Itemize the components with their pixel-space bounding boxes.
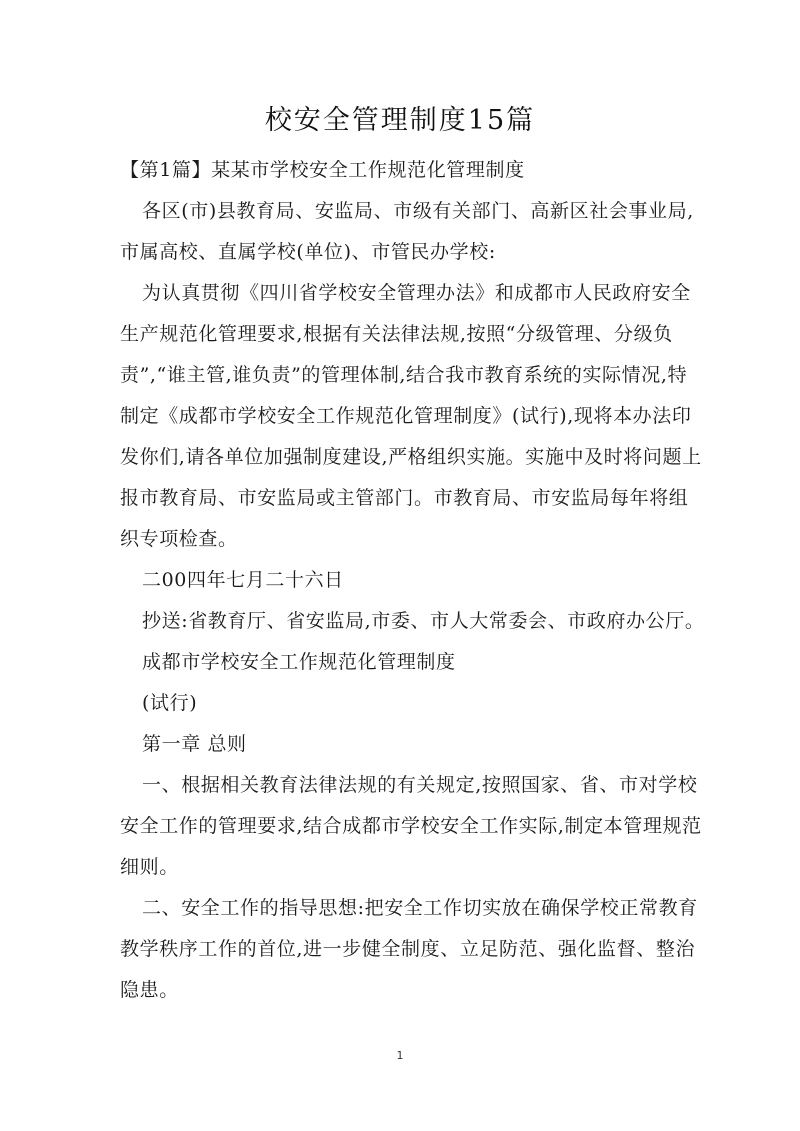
article-1: 一、根据相关教育法律法规的有关规定,按照国家、省、市对学校安全工作的管理要求,结合成都市学校安全工作实际,制定本管理规范细则。 (120, 774, 702, 878)
page-number: 1 (396, 1049, 404, 1062)
paragraph-recipients: 各区(市)县教育局、安监局、市级有关部门、高新区社会事业局,市属高校、直属学校(单位)、市管民办学校: (120, 200, 694, 263)
chapter-heading: 第一章 总则 (142, 733, 247, 755)
section-heading: 【第1篇】某某市学校安全工作规范化管理制度 (120, 159, 525, 181)
paragraph-notice: 为认真贯彻《四川省学校安全管理办法》和成都市人民政府安全生产规范化管理要求,根据有关法律法规,按照“分级管理、分级负责”,“谁主管,谁负责”的管理体制,结合我市教育系统的实际情况,特制定《成都市学校安全工作规范化管理制度》(试行),现将本办法印发你们,请各单位加强制度建设,严格组织实施。实施中及时将问题上报市教育局、市安监局或主管部门。市教育局、市安监局每年将组织专项检查。 (120, 282, 702, 550)
document-body (120, 150, 705, 1011)
article-2: 二、安全工作的指导思想:把安全工作切实放在确保学校正常教育教学秩序工作的首位,进一步健全制度、立足防范、强化监督、整治隐患。 (120, 897, 698, 1001)
paragraph-trial: (试行) (142, 692, 198, 714)
document-title: 校安全管理制度15篇 (264, 105, 536, 136)
paragraph-cc: 抄送:省教育厅、省安监局,市委、市人大常委会、市政府办公厅。 (142, 610, 705, 632)
paragraph-date: 二00四年七月二十六日 (142, 569, 344, 591)
paragraph-regulation-title: 成都市学校安全工作规范化管理制度 (142, 651, 456, 673)
